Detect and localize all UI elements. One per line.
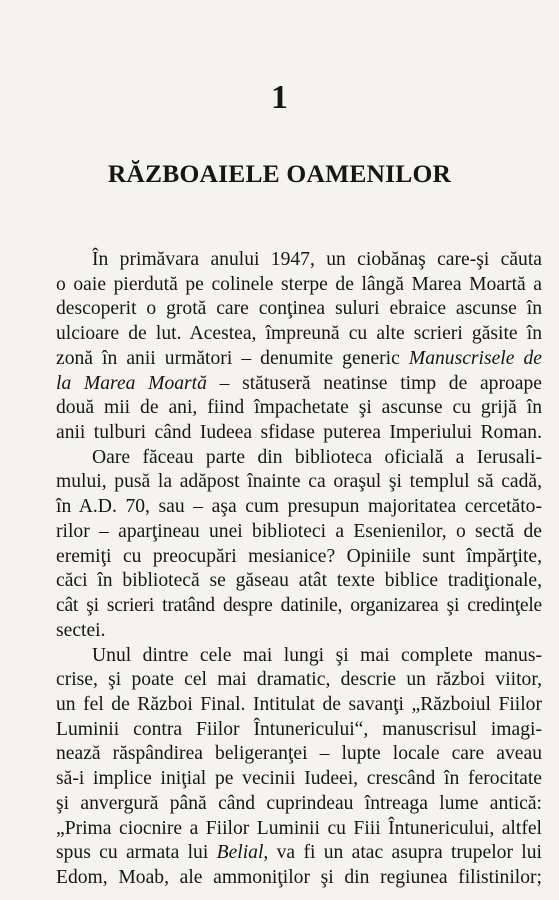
paragraph-1-line-5 bbox=[56, 347, 542, 371]
paragraph-2-line-2: mului, pusă la adăpost înainte ca oraşul şi templul să cadă, bbox=[56, 471, 542, 492]
paragraph-3-line-4: Luminii contra Fiilor Întunericului“, manuscrisul imagi- bbox=[56, 719, 542, 740]
paragraph-3-line-9-italic: Belial bbox=[216, 842, 264, 863]
paragraph-3-line-2: crise, şi poate cel mai dramatic, descrie un război viitor, bbox=[56, 669, 542, 690]
paragraph-2-line-8: sectei. bbox=[56, 620, 106, 641]
paragraph-1-line-1: În primăvara anului 1947, un ciobănaş care-şi căuta bbox=[92, 249, 542, 270]
paragraph-3-line-9 bbox=[56, 841, 542, 865]
paragraph-1-line-5-text: zonă în anii următori – denumite generic bbox=[56, 348, 409, 369]
paragraph-3-line-9-rest: , va fi un atac asupra trupelor lui bbox=[263, 842, 542, 863]
paragraph-3-line-9-text: spus cu armata lui bbox=[56, 842, 217, 863]
paragraph-1-line-5-italic: Manuscrisele de bbox=[408, 348, 542, 369]
paragraph-1-line-6 bbox=[56, 372, 542, 396]
paragraph-2-line-5: eremiţi cu preocupări mesianice? Opiniile sunt împărţite, bbox=[56, 546, 542, 567]
paragraph-1-line-4: ulcioare de lut. Acestea, împreună cu alte scrieri găsite în bbox=[56, 323, 542, 344]
chapter-number: 1 bbox=[271, 79, 288, 116]
paragraph-3-line-3: un fel de Război Final. Intitulat de savanţi „Războiul Fiilor bbox=[56, 694, 542, 715]
paragraph-2-line-1: Oare făceau parte din biblioteca oficială a Ierusali- bbox=[92, 447, 542, 468]
paragraph-2-line-7: cât şi scrieri tratând despre datinile, organizarea şi credinţele bbox=[56, 595, 542, 616]
paragraph-3-line-7: şi anvergură până când cuprindeau întreaga lume antică: bbox=[56, 793, 542, 814]
paragraph-3-line-8: „Prima ciocnire a Fiilor Luminii cu Fiii Întunericului, altfel bbox=[56, 818, 542, 839]
paragraph-1-line-3: descoperit o grotă care conţinea suluri ebraice ascunse în bbox=[56, 298, 542, 319]
paragraph-1-line-6-italic: la Marea Moartă bbox=[56, 373, 207, 394]
paragraph-3-line-5: nează răspândirea beligeranţei – lupte locale care aveau bbox=[56, 743, 542, 764]
paragraph-1-line-7: două mii de ani, fiind împachetate şi ascunse cu grijă în bbox=[56, 397, 542, 418]
paragraph-1-line-6-text: – stătuseră neatinse timp de aproape bbox=[206, 373, 542, 394]
paragraph-3-line-6: să-i implice iniţial pe vecinii Iudeei, crescând în ferocitate bbox=[56, 768, 542, 789]
paragraph-2-line-6: căci în bibliotecă se găseau atât texte biblice tradiţionale, bbox=[56, 570, 542, 591]
paragraph-3-line-1: Unul dintre cele mai lungi şi mai complete manus- bbox=[92, 645, 542, 666]
paragraph-1-line-2: o oaie pierdută pe colinele sterpe de lângă Marea Moartă a bbox=[56, 274, 542, 295]
paragraph-3-line-10: Edom, Moab, ale ammoniţilor şi din regiunea filistinilor; bbox=[56, 867, 542, 888]
chapter-title: RĂZBOAIELE OAMENILOR bbox=[107, 159, 452, 188]
paragraph-2-line-4: rilor – aparţineau unei biblioteci a Esenienilor, o sectă de bbox=[56, 521, 542, 542]
paragraph-2-line-3: în A.D. 70, sau – aşa cum presupun majoritatea cercetăto- bbox=[56, 496, 542, 517]
paragraph-1-line-8: anii tulburi când Iudeea sfidase puterea Imperiului Roman. bbox=[56, 422, 542, 443]
